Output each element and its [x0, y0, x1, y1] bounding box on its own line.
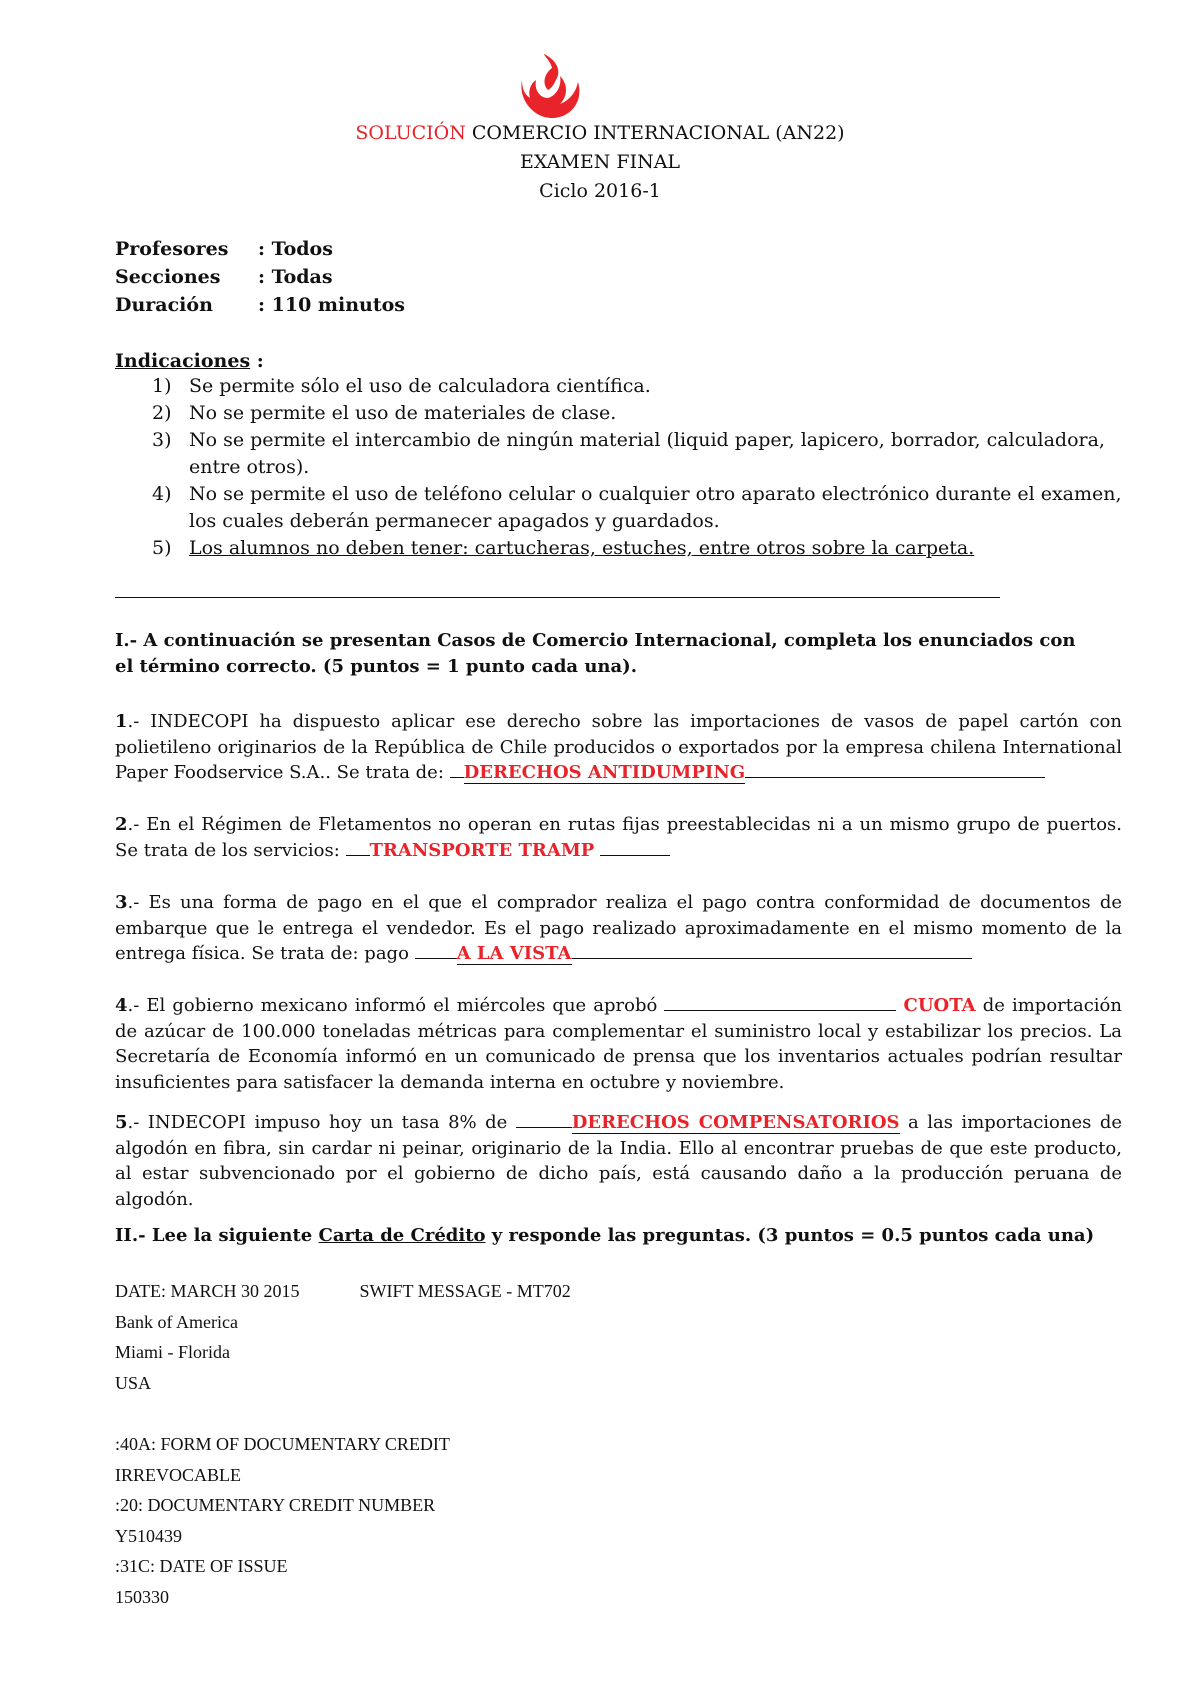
- question-5: [115, 1110, 1122, 1212]
- meta-key: Duración: [115, 294, 213, 316]
- letter-line: :40A: FORM OF DOCUMENTARY CREDIT: [115, 1433, 450, 1454]
- item-number: 5): [152, 537, 172, 559]
- exam-cycle: Ciclo 2016-1: [539, 180, 661, 202]
- upc-flame-logo: [514, 50, 586, 122]
- answer-blank: [745, 761, 1045, 778]
- letter-line: USA: [115, 1372, 152, 1393]
- letter-swift: SWIFT MESSAGE - MT702: [359, 1281, 571, 1301]
- letter-line: Y510439: [115, 1525, 182, 1546]
- answer-blank: [572, 942, 972, 959]
- letter-header-row: [115, 1276, 571, 1307]
- exam-subtitle: EXAMEN FINAL: [519, 151, 681, 173]
- exam-title: [0, 122, 1200, 144]
- section-2-title: [115, 1223, 1125, 1249]
- question-text: .- INDECOPI impuso hoy un tasa 8% de: [127, 1112, 516, 1133]
- item-number: 1): [152, 375, 172, 397]
- question-1: [115, 709, 1122, 786]
- answer-blank: [415, 942, 457, 959]
- question-text: a las importaciones de algodón en fibra, sin cardar ni peinar, originario de la India. Ello al encontrar pruebas de que este producto, al estar subvencionado por el gobierno de dicho país, está causando daño a la producción peruana de algodón.: [115, 1112, 1122, 1210]
- question-text: .- Es una forma de pago en el que el comprador realiza el pago contra conformidad de documentos de embarque que le entrega el vendedor. Es el pago realizado aproximadamente en el mismo momento de la entrega física. Se trata de: pago: [115, 892, 1122, 964]
- list-item: [152, 373, 1127, 400]
- letter-of-credit: [115, 1276, 571, 1613]
- item-text: Se permite sólo el uso de calculadora científica.: [189, 375, 651, 397]
- section-2-title-underlined: Carta de Crédito: [318, 1225, 486, 1246]
- answer-blank: [450, 761, 464, 778]
- question-4: [115, 993, 1122, 1095]
- indications-title: Indicaciones: [115, 350, 251, 372]
- item-number: 2): [152, 402, 172, 424]
- meta-row-sections: [115, 266, 333, 288]
- question-number: 3: [115, 892, 128, 913]
- item-text: Los alumnos no deben tener: cartucheras, estuches, entre otros sobre la carpeta.: [189, 537, 975, 559]
- letter-line: :20: DOCUMENTARY CREDIT NUMBER: [115, 1495, 436, 1516]
- question-text: .- En el Régimen de Fletamentos no operan en rutas fijas preestablecidas ni a un mismo grupo de puertos. Se trata de los servicios:: [115, 814, 1122, 861]
- question-number: 2: [115, 814, 128, 835]
- letter-line: IRREVOCABLE: [115, 1464, 241, 1485]
- section-2-title-part: II.- Lee la siguiente: [115, 1225, 319, 1246]
- item-text: No se permite el uso de materiales de clase.: [189, 402, 617, 424]
- divider: [115, 597, 1000, 598]
- answer-text: CUOTA: [903, 995, 976, 1016]
- letter-line: :31C: DATE OF ISSUE: [115, 1556, 288, 1577]
- list-item: [152, 535, 1127, 562]
- answer-text: TRANSPORTE TRAMP: [369, 839, 595, 861]
- meta-value: : Todos: [258, 238, 333, 260]
- meta-key: Profesores: [115, 238, 229, 260]
- question-text: .- INDECOPI ha dispuesto aplicar ese derecho sobre las importaciones de vasos de papel cartón con polietileno originarios de la República de Chile producidos o exportados por la empresa chilena International Paper Foodservice S.A.. Se trata de:: [115, 711, 1122, 783]
- question-text: de importación de azúcar de 100.000 toneladas métricas para complementar el suministro local y estabilizar los precios. La Secretaría de Economía informó en un comunicado de prensa que los inventarios actuales podrían resultar insuficientes para satisfacer la demanda interna en octubre y noviembre.: [115, 995, 1122, 1093]
- meta-row-professors: [115, 238, 333, 260]
- answer-blank: [600, 839, 670, 856]
- question-number: 5: [115, 1112, 128, 1133]
- indications-colon: :: [250, 350, 264, 372]
- list-item: [152, 400, 1127, 427]
- item-number: 3): [152, 429, 172, 451]
- answer-text: DERECHOS COMPENSATORIOS: [571, 1112, 900, 1133]
- meta-value: : Todas: [258, 266, 333, 288]
- item-text: No se permite el uso de teléfono celular o cualquier otro aparato electrónico durante el examen, los cuales deberán permanecer apagados y guardados.: [189, 483, 1122, 532]
- meta-value: : 110 minutos: [258, 294, 405, 316]
- indications-heading: [115, 350, 264, 372]
- answer-blank: [346, 839, 370, 856]
- course-title: COMERCIO INTERNACIONAL (AN22): [471, 122, 845, 144]
- question-number: 4: [115, 995, 128, 1016]
- question-3: [115, 890, 1122, 967]
- letter-date: DATE: MARCH 30 2015: [115, 1281, 300, 1301]
- answer-text: DERECHOS ANTIDUMPING: [463, 762, 746, 783]
- indications-list: [152, 373, 1127, 562]
- title-solution-label: SOLUCIÓN: [355, 122, 466, 144]
- answer-blank: [516, 1111, 572, 1128]
- item-text: No se permite el intercambio de ningún material (liquid paper, lapicero, borrador, calculadora, entre otros).: [189, 429, 1105, 478]
- letter-line: Miami - Florida: [115, 1342, 230, 1363]
- meta-key: Secciones: [115, 266, 221, 288]
- letter-line: 150330: [115, 1586, 169, 1607]
- question-2: [115, 812, 1122, 863]
- list-item: [152, 481, 1127, 535]
- list-item: [152, 427, 1127, 481]
- answer-text: A LA VISTA: [456, 943, 572, 964]
- meta-row-duration: [115, 294, 405, 316]
- section-1-title: I.- A continuación se presentan Casos de Comercio Internacional, completa los enunciados con el término correcto. (5 puntos = 1 punto cada una).: [115, 630, 1076, 677]
- question-text: .- El gobierno mexicano informó el miércoles que aprobó: [127, 995, 665, 1016]
- answer-blank: [664, 994, 896, 1011]
- item-number: 4): [152, 483, 172, 505]
- section-2-title-part: y responde las preguntas. (3 puntos = 0.5 puntos cada una): [485, 1225, 1095, 1246]
- letter-line: [115, 1398, 571, 1429]
- letter-line: Bank of America: [115, 1311, 238, 1332]
- question-number: 1: [115, 711, 128, 732]
